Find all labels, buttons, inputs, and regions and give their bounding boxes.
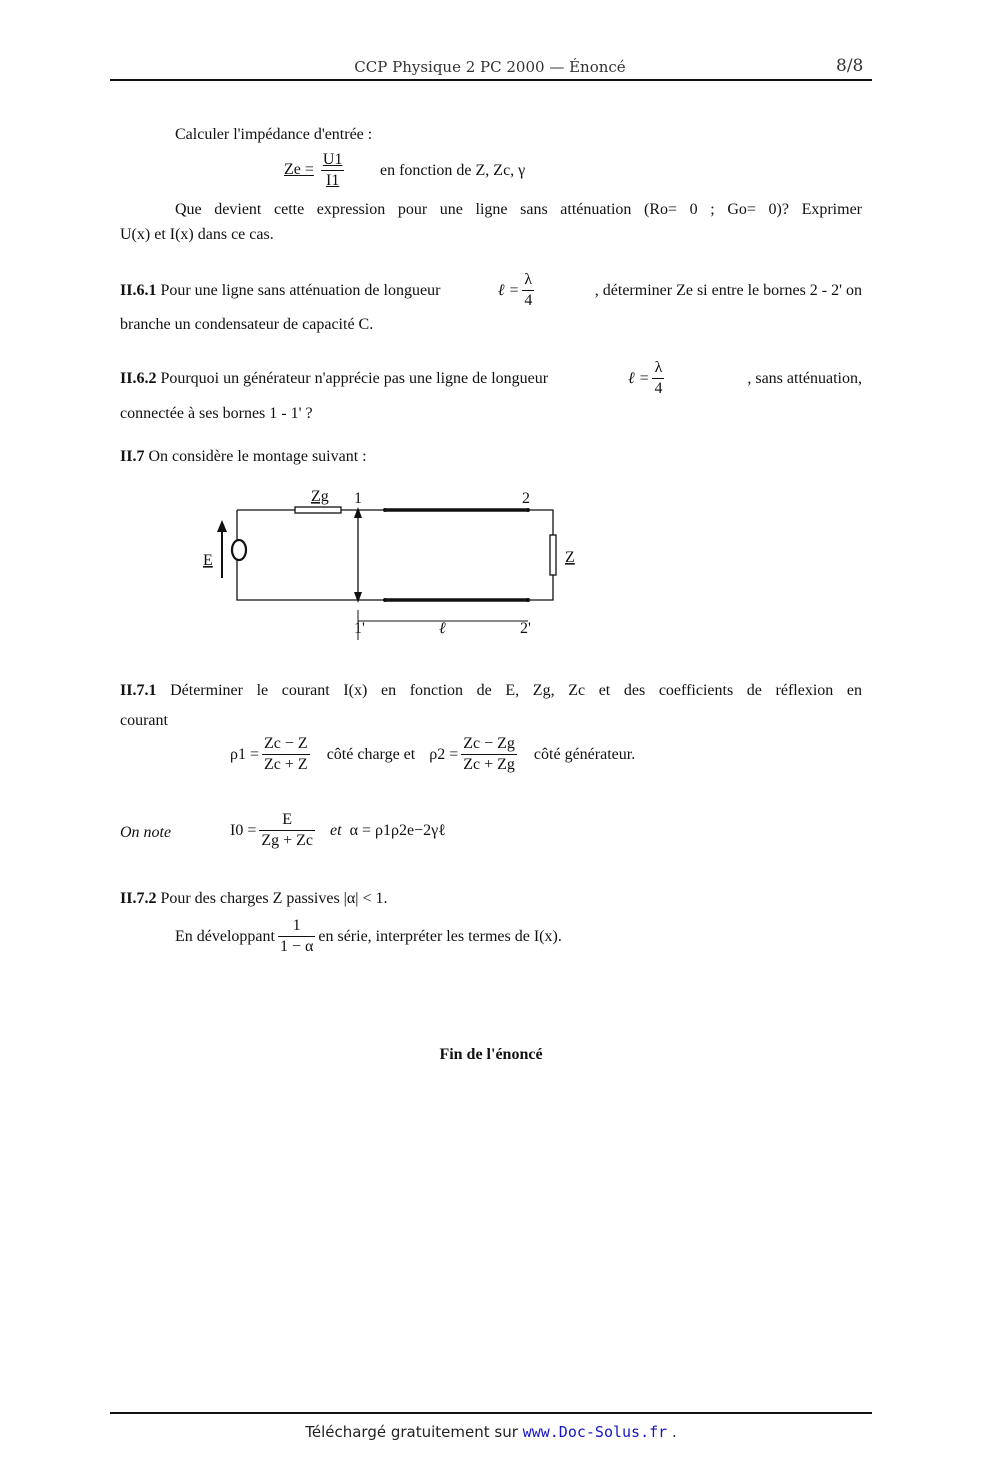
dev-denominator: 1 − α xyxy=(279,938,314,955)
q272-label: II.7.2 xyxy=(120,890,157,907)
ze-fraction xyxy=(321,150,345,191)
header-rule xyxy=(110,79,872,81)
q261-lambda: λ xyxy=(522,270,534,291)
i0-denominator: Zg + Zc xyxy=(261,832,314,849)
ze-lhs: Ze = xyxy=(284,161,314,179)
label-node-2p: 2' xyxy=(520,620,531,637)
rho1-denominator: Zc + Z xyxy=(264,756,308,773)
q27-text: On considère le montage suivant : xyxy=(148,448,367,465)
wire-bottom-left xyxy=(237,510,385,600)
dev-text-a: En développant xyxy=(175,927,275,945)
port-arrow-bottom xyxy=(354,592,362,603)
q27-label: II.7 xyxy=(120,448,145,465)
footer xyxy=(0,1423,982,1441)
wire-right-loop xyxy=(528,510,553,600)
q262-ell: ℓ = xyxy=(627,369,650,387)
q262-four: 4 xyxy=(654,380,663,397)
port-arrow-top xyxy=(354,507,362,518)
ze-function-of: en fonction de Z, Zc, γ xyxy=(380,162,526,179)
label-e: E xyxy=(203,552,213,569)
rho2-numerator: Zc − Zg xyxy=(461,734,517,755)
q272-text: Pour des charges Z passives |α| < 1. xyxy=(160,890,388,907)
dev-fraction xyxy=(278,916,315,957)
q261-text-b: , déterminer Ze si entre le bornes 2 - 2' on xyxy=(594,281,862,299)
ze-denominator: I1 xyxy=(326,172,340,189)
q271-line2: courant xyxy=(120,712,168,729)
label-node-1p: 1' xyxy=(354,620,365,637)
question-2-6-1 xyxy=(120,270,862,311)
q261-label: II.6.1 xyxy=(120,281,157,299)
label-zg: Zg xyxy=(311,488,329,505)
q261-fraction xyxy=(522,270,534,311)
question-2-7 xyxy=(120,448,367,466)
rho1-side: côté charge et xyxy=(326,745,416,763)
i0-lhs: I0 = xyxy=(230,821,257,839)
q261-four: 4 xyxy=(524,292,533,309)
q262-line2: connectée à ses bornes 1 - 1' ? xyxy=(120,405,313,422)
label-node-2: 2 xyxy=(522,490,530,507)
footer-text: Téléchargé gratuitement sur xyxy=(305,1423,518,1441)
note-et: et xyxy=(330,821,342,839)
rho1-numerator: Zc − Z xyxy=(262,734,310,755)
note-label: On note xyxy=(120,824,172,841)
ze-numerator: U1 xyxy=(321,150,345,171)
rho2-denominator: Zc + Zg xyxy=(463,756,515,773)
q261-text-a: Pour une ligne sans atténuation de longueur xyxy=(160,281,441,299)
zg-resistor xyxy=(295,507,341,513)
footer-dot: . xyxy=(671,1423,677,1441)
footer-link[interactable]: www.Doc-Solus.fr xyxy=(522,1423,668,1441)
rho1-fraction xyxy=(262,734,310,775)
q262-label: II.6.2 xyxy=(120,369,157,387)
page-number: 8/8 xyxy=(836,56,864,76)
rho2-fraction xyxy=(461,734,517,775)
dev-numerator: 1 xyxy=(278,916,315,937)
series-expansion xyxy=(175,916,562,957)
alpha-definition: α = ρ1ρ2e−2γℓ xyxy=(349,821,446,839)
rho-definitions xyxy=(230,734,635,775)
ze-formula xyxy=(284,150,347,191)
question-2-7-2 xyxy=(120,890,388,908)
q262-text-a: Pourquoi un générateur n'apprécie pas une ligne de longueur xyxy=(160,369,549,387)
load-impedance xyxy=(550,535,556,575)
rho1-lhs: ρ1 = xyxy=(230,745,260,763)
node-2p-dot xyxy=(526,598,530,602)
question-2-7-1 xyxy=(120,682,862,700)
node-2-dot xyxy=(526,508,530,512)
footer-rule xyxy=(110,1412,872,1414)
q271-line1: Déterminer le courant I(x) en fonction de E, Zg, Zc et des coefficients de réflexion en xyxy=(170,682,863,699)
impedance-intro: Calculer l'impédance d'entrée : xyxy=(175,126,373,143)
q262-fraction xyxy=(652,358,664,399)
generator-source xyxy=(232,540,246,560)
rho2-lhs: ρ2 = xyxy=(429,745,459,763)
rho2-side: côté générateur. xyxy=(533,745,636,763)
q262-text-b: , sans atténuation, xyxy=(747,369,862,387)
question-2-6-2 xyxy=(120,358,862,399)
running-header-title: CCP Physique 2 PC 2000 — Énoncé xyxy=(354,58,626,76)
e-arrowhead xyxy=(217,520,227,532)
q261-ell: ℓ = xyxy=(497,281,520,299)
dev-text-b: en série, interpréter les termes de I(x). xyxy=(318,927,562,945)
i0-fraction xyxy=(259,810,315,851)
circuit-diagram xyxy=(195,480,600,650)
label-length: ℓ xyxy=(439,620,446,637)
i0-numerator: E xyxy=(259,810,315,831)
node-1-dot xyxy=(383,508,387,512)
lossless-question-line1: Que devient cette expression pour une ligne sans atténuation (Ro= 0 ; Go= 0)? Exprimer xyxy=(175,201,862,218)
label-z: Z xyxy=(565,549,575,566)
q261-line2: branche un condensateur de capacité C. xyxy=(120,316,374,333)
q271-label: II.7.1 xyxy=(120,682,157,699)
end-of-statement: Fin de l'énoncé xyxy=(439,1046,543,1063)
lossless-question-line2: U(x) et I(x) dans ce cas. xyxy=(120,226,274,243)
note-formulas xyxy=(230,810,446,851)
label-node-1: 1 xyxy=(354,490,362,507)
q262-lambda: λ xyxy=(652,358,664,379)
node-1p-dot xyxy=(383,598,387,602)
